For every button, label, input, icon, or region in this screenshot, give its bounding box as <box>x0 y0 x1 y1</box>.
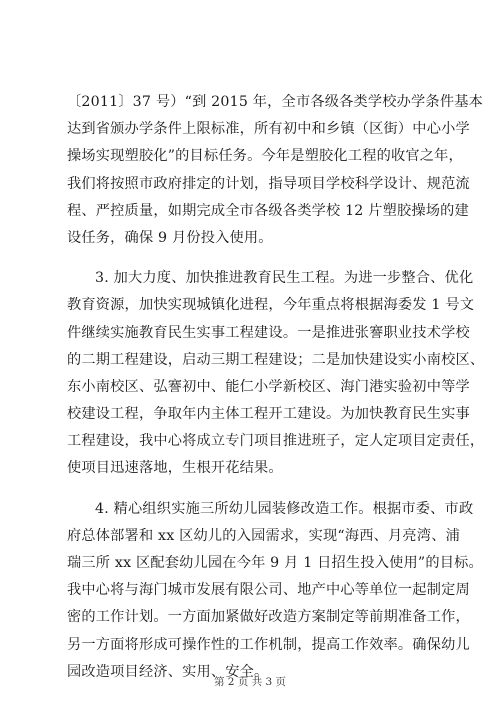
paragraph-2 <box>67 265 485 483</box>
text-line: 3. 加大力度、加快推进教育民生工程。为进一步整合、优化 <box>95 270 474 287</box>
text-line: 〔2011〕37 号）“到 2015 年，全市各级各类学校办学条件基本 <box>67 94 483 110</box>
text-line: 瑞三所 xx 区配套幼儿园在今年 9 月 1 日招生投入使用”的目标。 <box>67 555 483 571</box>
text-line: 我中心将与海门城市发展有限公司、地产中心等单位一起制定周 <box>67 582 470 599</box>
text-line: 东小南校区、弘謇初中、能仁小学新校区、海门港实验初中等学 <box>67 378 470 395</box>
text-line: 府总体部署和 xx 区幼儿的入园需求，实现“海西、月亮湾、浦 <box>67 527 460 544</box>
paragraph-1 <box>67 89 483 252</box>
paragraph-3 <box>67 496 483 686</box>
text-line: 教育资源，加快实现城镇化进程，今年重点将根据海委发 1 号文 <box>67 297 475 314</box>
paragraph-gap <box>67 483 455 496</box>
paragraph-gap <box>67 252 455 265</box>
text-line: 程、严控质量，如期完成全市各级各类学校 12 片塑胶操场的建 <box>67 202 469 219</box>
text-line: 操场实现塑胶化”的目标任务。今年是塑胶化工程的收官之年， <box>67 148 463 165</box>
text-line: 使项目迅速落地，生根开花结果。 <box>67 460 283 477</box>
text-line: 校建设工程，争取年内主体工程开工建设。为加快教育民生实事 <box>67 406 470 423</box>
page-number-footer: 第 2 页 共 3 页 <box>213 676 287 688</box>
text-line: 件继续实施教育民生实事工程建设。一是推进张謇职业技术学校 <box>67 324 470 341</box>
text-line: 设任务，确保 9 月份投入使用。 <box>67 229 273 246</box>
text-line: 我们将按照市政府排定的计划，指导项目学校科学设计、规范流 <box>67 175 470 192</box>
text-line: 达到省颁办学条件上限标准，所有初中和乡镇（区街）中心小学 <box>67 121 470 138</box>
text-line: 密的工作计划。一方面加紧做好改造方案制定等前期准备工作， <box>67 609 470 626</box>
text-line: 园改造项目经济、实用、安全。 <box>67 663 269 680</box>
text-line: 4. 精心组织实施三所幼儿园装修改造工作。根据市委、市政 <box>95 500 474 517</box>
text-line: 工程建设，我中心将成立专门项目推进班子，定人定项目定责任， <box>67 433 485 450</box>
document-body <box>67 89 485 686</box>
text-line: 另一方面将形成可操作性的工作机制，提高工作效率。确保幼儿 <box>67 636 470 653</box>
text-line: 的二期工程建设，启动三期工程建设；二是加快建设实小南校区、 <box>67 351 485 368</box>
